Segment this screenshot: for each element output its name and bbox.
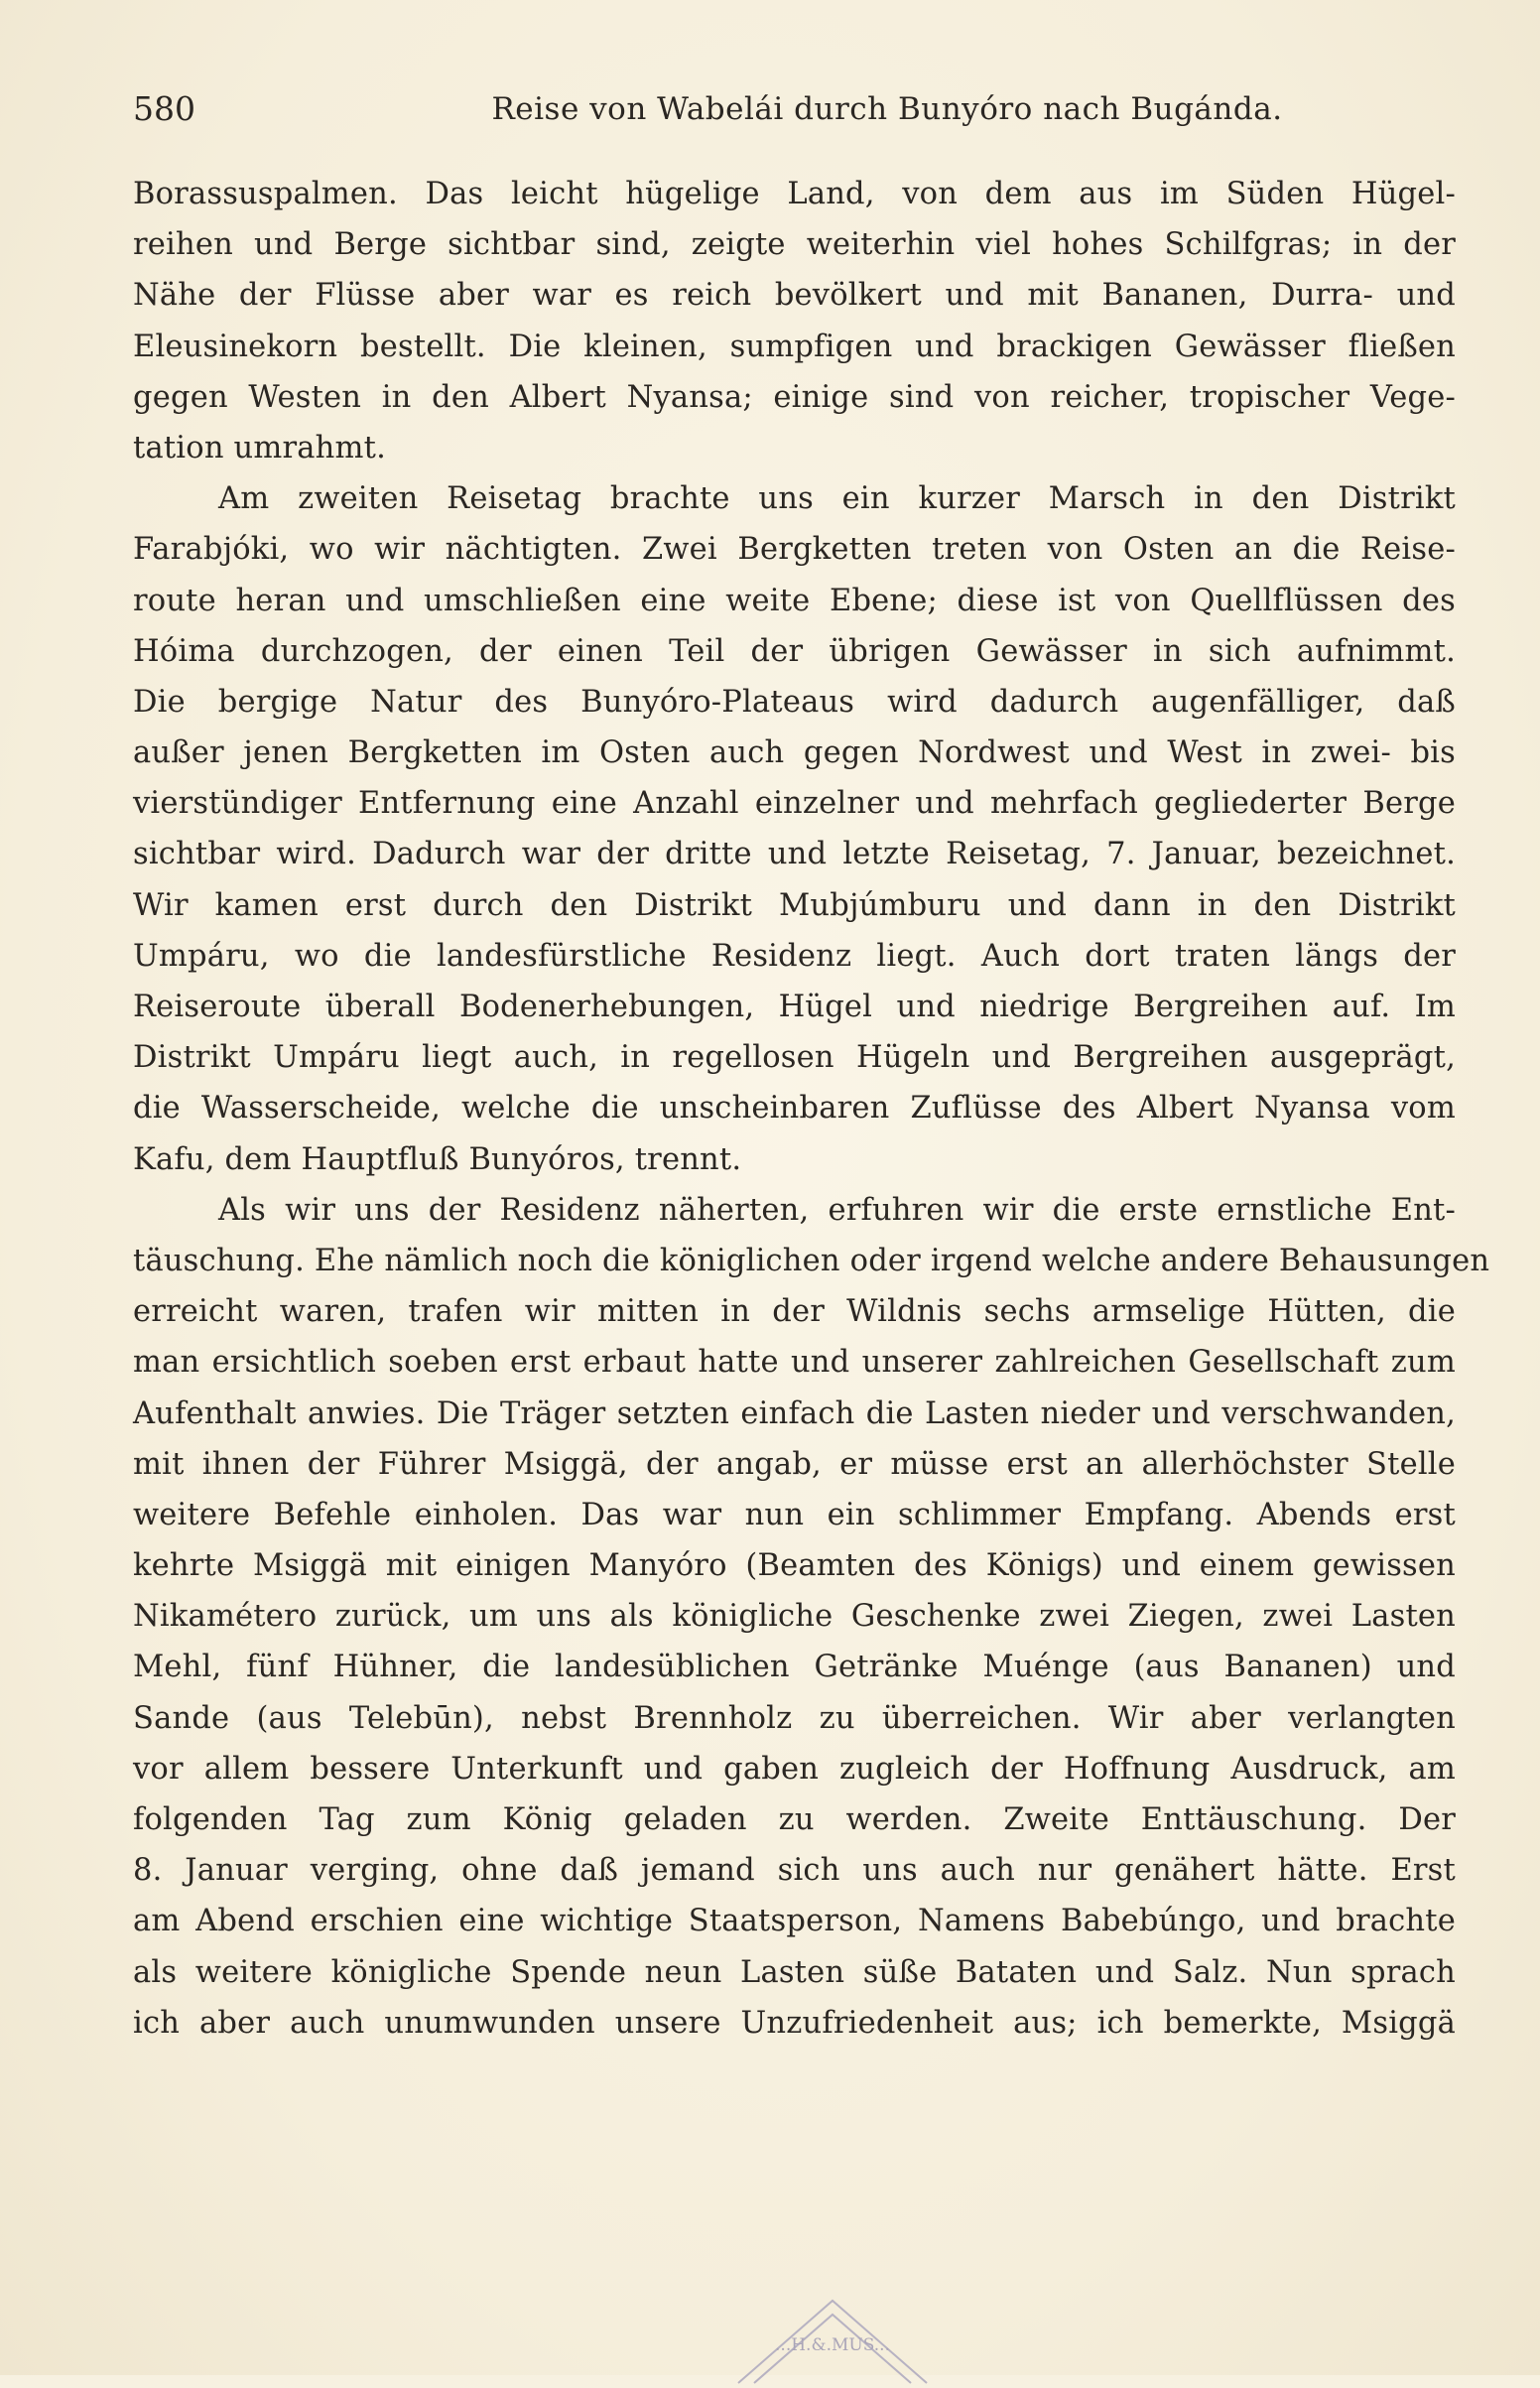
text-line: außer jenen Bergketten im Osten auch gegen Nordwest und West in zwei- bis bbox=[133, 735, 1456, 771]
text-line: Wir kamen erst durch den Distrikt Mubjúmburu und dann in den Distrikt bbox=[133, 887, 1456, 923]
text-line: route heran und umschließen eine weite Ebene; diese ist von Quellflüssen des bbox=[133, 583, 1456, 618]
paragraph-start-line: Am zweiten Reisetag brachte uns ein kurzer Marsch in den Distrikt bbox=[218, 481, 1456, 517]
text-line: sichtbar wird. Dadurch war der dritte und letzte Reisetag, 7. Januar, bezeichnet. bbox=[133, 837, 1456, 872]
text-line: vor allem bessere Unterkunft und gaben zugleich der Hoffnung Ausdruck, am bbox=[133, 1751, 1456, 1787]
text-line: Mehl, fünf Hühner, die landesüblichen Getränke Muénge (aus Bananen) und bbox=[133, 1650, 1456, 1685]
text-line: vierstündiger Entfernung eine Anzahl einzelner und mehrfach gegliederter Berge bbox=[133, 786, 1456, 822]
text-line: Kafu, dem Hauptfluß Bunyóros, trennt. bbox=[133, 1141, 742, 1177]
running-title: Reise von Wabelái durch Bunyóro nach Bugánda. bbox=[491, 91, 1283, 127]
text-line: Distrikt Umpáru liegt auch, in regellosen Hügeln und Bergreihen ausgeprägt, bbox=[133, 1040, 1456, 1076]
text-line: ich aber auch unumwunden unsere Unzufriedenheit aus; ich bemerkte, Msiggä bbox=[133, 2005, 1456, 2041]
text-line: Borassuspalmen. Das leicht hügelige Land, von dem aus im Süden Hügel- bbox=[133, 177, 1456, 211]
text-line: mit ihnen der Führer Msiggä, der angab, er müsse erst an allerhöchster Stelle bbox=[133, 1446, 1456, 1482]
text-line: tation umrahmt. bbox=[133, 430, 386, 465]
paragraph-start-line: Als wir uns der Residenz näherten, erfuhren wir die erste ernstliche Ent- bbox=[218, 1192, 1456, 1228]
text-line: Eleusinekorn bestellt. Die kleinen, sumpfigen und brackigen Gewässer fließen bbox=[133, 329, 1456, 364]
library-stamp bbox=[718, 2279, 947, 2388]
text-line: die Wasserscheide, welche die unscheinbaren Zuflüsse des Albert Nyansa vom bbox=[133, 1091, 1456, 1127]
text-line: folgenden Tag zum König geladen zu werden. Zweite Enttäuschung. Der bbox=[133, 1802, 1456, 1837]
text-line: kehrte Msiggä mit einigen Manyóro (Beamten des Königs) und einem gewissen bbox=[133, 1548, 1456, 1584]
text-line: Nähe der Flüsse aber war es reich bevölkert und mit Bananen, Durra- und bbox=[133, 278, 1456, 314]
text-line: reihen und Berge sichtbar sind, zeigte weiterhin viel hohes Schilfgras; in der bbox=[133, 227, 1456, 263]
text-line: als weitere königliche Spende neun Lasten süße Bataten und Salz. Nun sprach bbox=[133, 1954, 1456, 1990]
page-header bbox=[133, 85, 1456, 133]
text-line: weitere Befehle einholen. Das war nun ein schlimmer Empfang. Abends erst bbox=[133, 1497, 1456, 1532]
text-line: Aufenthalt anwies. Die Träger setzten einfach die Lasten nieder und verschwanden, bbox=[133, 1395, 1456, 1431]
page-number: 580 bbox=[133, 89, 195, 128]
text-line: Farabjóki, wo wir nächtigten. Zwei Bergketten treten von Osten an die Reise- bbox=[133, 532, 1456, 568]
stamp-text: ...H.&.MUS... bbox=[775, 2335, 890, 2355]
text-line: Umpáru, wo die landesfürstliche Residenz liegt. Auch dort traten längs der bbox=[133, 938, 1456, 974]
text-line: Nikamétero zurück, um uns als königliche Geschenke zwei Ziegen, zwei Lasten bbox=[133, 1599, 1456, 1635]
text-line: erreicht waren, trafen wir mitten in der Wildnis sechs armselige Hütten, die bbox=[133, 1294, 1456, 1330]
text-line: Sande (aus Telebūn), nebst Brennholz zu überreichen. Wir aber verlangten bbox=[133, 1700, 1456, 1736]
text-line: Die bergige Natur des Bunyóro-Plateaus wird dadurch augenfälliger, daß bbox=[133, 684, 1456, 720]
text-line: am Abend erschien eine wichtige Staatsperson, Namens Babebúngo, und brachte bbox=[133, 1904, 1456, 1939]
text-line: 8. Januar verging, ohne daß jemand sich uns auch nur genähert hätte. Erst bbox=[133, 1853, 1456, 1889]
text-line: täuschung. Ehe nämlich noch die königlichen oder irgend welche andere Behausungen bbox=[133, 1243, 1490, 1278]
text-line: Hóima durchzogen, der einen Teil der übrigen Gewässer in sich aufnimmt. bbox=[133, 633, 1456, 669]
text-line: Reiseroute überall Bodenerhebungen, Hügel und niedrige Bergreihen auf. Im bbox=[133, 990, 1456, 1024]
text-line: man ersichtlich soeben erst erbaut hatte und unserer zahlreichen Gesellschaft zum bbox=[133, 1345, 1456, 1381]
text-line: gegen Westen in den Albert Nyansa; einige sind von reicher, tropischer Vege- bbox=[133, 379, 1456, 415]
body-text bbox=[133, 169, 1490, 2049]
